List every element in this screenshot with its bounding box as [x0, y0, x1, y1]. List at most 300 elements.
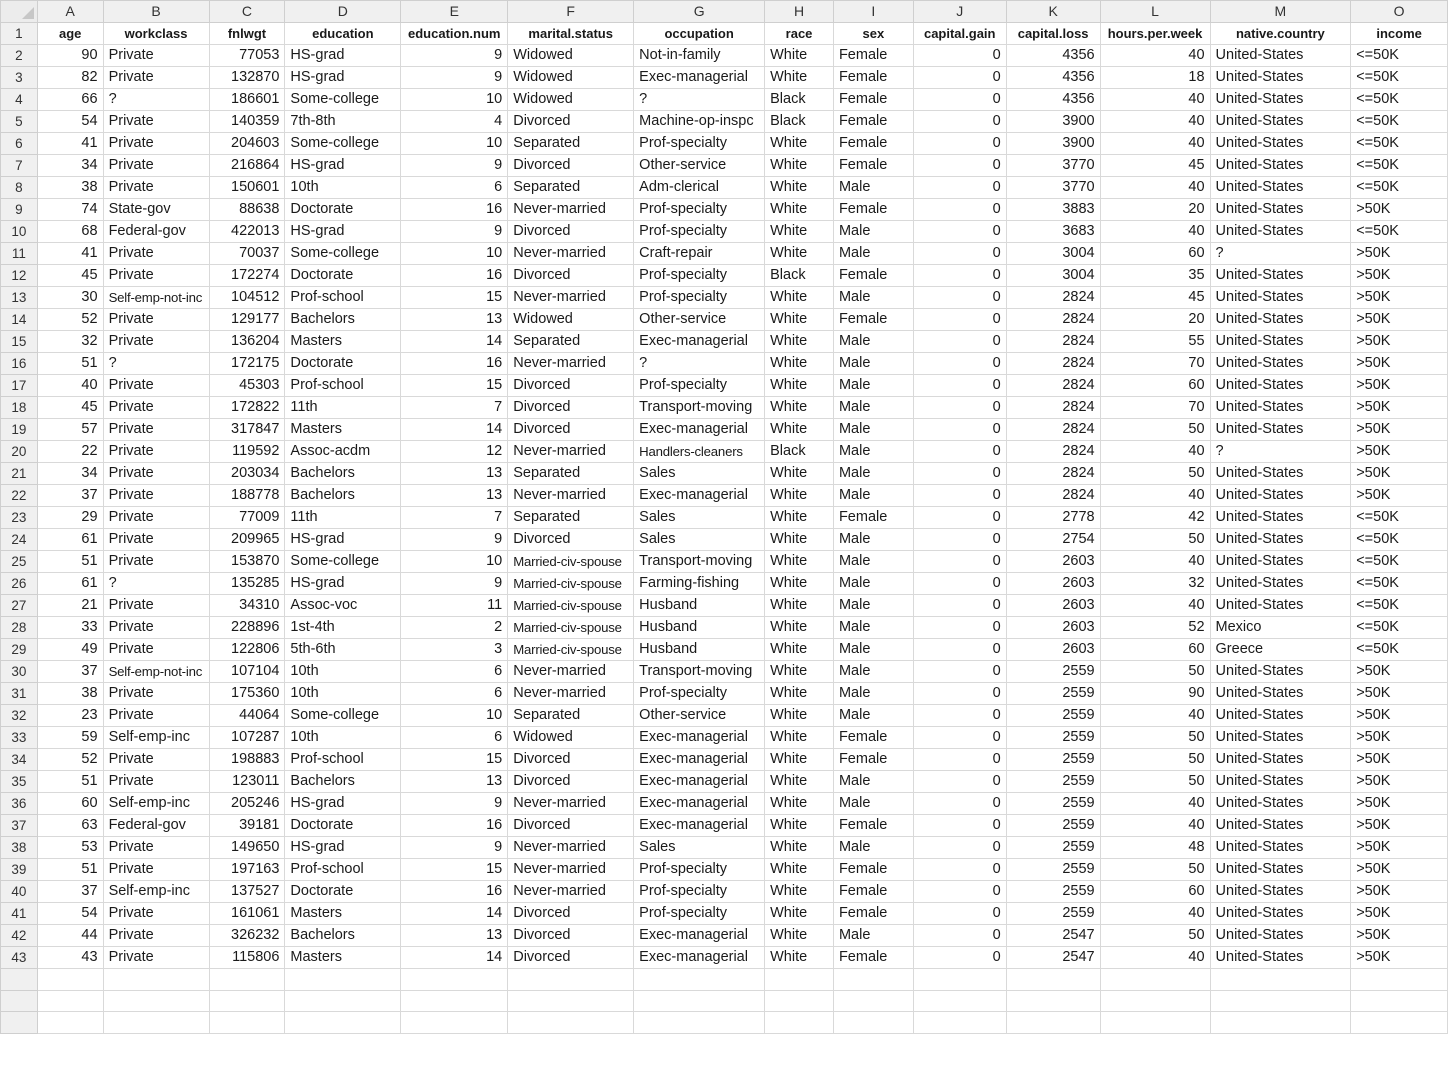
cell[interactable]: Husband: [634, 639, 765, 661]
cell[interactable]: 2824: [1006, 375, 1100, 397]
cell[interactable]: 3900: [1006, 111, 1100, 133]
cell[interactable]: 10: [401, 89, 508, 111]
cell[interactable]: 55: [1100, 331, 1210, 353]
cell[interactable]: Male: [833, 617, 913, 639]
empty-cell[interactable]: [1100, 969, 1210, 991]
row-header[interactable]: 7: [1, 155, 38, 177]
cell[interactable]: <=50K: [1351, 133, 1448, 155]
cell[interactable]: United-States: [1210, 265, 1351, 287]
column-header-m[interactable]: M: [1210, 1, 1351, 23]
cell[interactable]: 140359: [209, 111, 285, 133]
cell[interactable]: 326232: [209, 925, 285, 947]
row-header[interactable]: 28: [1, 617, 38, 639]
row-header[interactable]: 15: [1, 331, 38, 353]
cell[interactable]: 9: [401, 793, 508, 815]
cell[interactable]: >50K: [1351, 947, 1448, 969]
cell[interactable]: Prof-specialty: [634, 287, 765, 309]
cell[interactable]: Private: [103, 375, 209, 397]
cell[interactable]: Male: [833, 793, 913, 815]
cell[interactable]: Exec-managerial: [634, 793, 765, 815]
cell[interactable]: White: [765, 771, 834, 793]
cell[interactable]: 10th: [285, 683, 401, 705]
column-header-j[interactable]: J: [913, 1, 1006, 23]
cell[interactable]: 0: [913, 903, 1006, 925]
cell[interactable]: Sales: [634, 507, 765, 529]
cell[interactable]: >50K: [1351, 771, 1448, 793]
cell[interactable]: 15: [401, 749, 508, 771]
cell[interactable]: 10th: [285, 661, 401, 683]
empty-cell[interactable]: [1100, 1012, 1210, 1034]
cell[interactable]: 2559: [1006, 727, 1100, 749]
cell[interactable]: White: [765, 287, 834, 309]
row-header[interactable]: 14: [1, 309, 38, 331]
cell[interactable]: 41: [37, 133, 103, 155]
cell[interactable]: Private: [103, 947, 209, 969]
cell[interactable]: 3: [401, 639, 508, 661]
cell[interactable]: Private: [103, 45, 209, 67]
cell[interactable]: Private: [103, 903, 209, 925]
cell[interactable]: Bachelors: [285, 309, 401, 331]
cell[interactable]: 0: [913, 133, 1006, 155]
cell[interactable]: ?: [103, 89, 209, 111]
cell[interactable]: HS-grad: [285, 155, 401, 177]
empty-cell[interactable]: [401, 1012, 508, 1034]
cell[interactable]: 0: [913, 793, 1006, 815]
cell[interactable]: 12: [401, 441, 508, 463]
cell[interactable]: Bachelors: [285, 463, 401, 485]
cell[interactable]: 209965: [209, 529, 285, 551]
cell[interactable]: Some-college: [285, 705, 401, 727]
cell[interactable]: Female: [833, 265, 913, 287]
cell[interactable]: 61: [37, 573, 103, 595]
cell[interactable]: 51: [37, 771, 103, 793]
cell[interactable]: Private: [103, 67, 209, 89]
empty-cell[interactable]: [285, 969, 401, 991]
cell[interactable]: Prof-school: [285, 375, 401, 397]
cell[interactable]: Divorced: [508, 815, 634, 837]
cell[interactable]: 175360: [209, 683, 285, 705]
row-header[interactable]: 16: [1, 353, 38, 375]
header-cell-age[interactable]: age: [37, 23, 103, 45]
cell[interactable]: United-States: [1210, 287, 1351, 309]
cell[interactable]: 0: [913, 705, 1006, 727]
cell[interactable]: 149650: [209, 837, 285, 859]
cell[interactable]: Male: [833, 353, 913, 375]
cell[interactable]: HS-grad: [285, 793, 401, 815]
cell[interactable]: ?: [1210, 441, 1351, 463]
cell[interactable]: Never-married: [508, 859, 634, 881]
cell[interactable]: 50: [1100, 661, 1210, 683]
cell[interactable]: Male: [833, 441, 913, 463]
cell[interactable]: 51: [37, 551, 103, 573]
cell[interactable]: Doctorate: [285, 353, 401, 375]
cell[interactable]: 172274: [209, 265, 285, 287]
cell[interactable]: Mexico: [1210, 617, 1351, 639]
cell[interactable]: >50K: [1351, 419, 1448, 441]
cell[interactable]: 150601: [209, 177, 285, 199]
cell[interactable]: Female: [833, 309, 913, 331]
column-header-i[interactable]: I: [833, 1, 913, 23]
header-cell-hours-per-week[interactable]: hours.per.week: [1100, 23, 1210, 45]
cell[interactable]: 9: [401, 155, 508, 177]
cell[interactable]: Never-married: [508, 837, 634, 859]
cell[interactable]: Other-service: [634, 705, 765, 727]
row-header[interactable]: 38: [1, 837, 38, 859]
cell[interactable]: Exec-managerial: [634, 331, 765, 353]
cell[interactable]: Black: [765, 441, 834, 463]
row-header[interactable]: 26: [1, 573, 38, 595]
cell[interactable]: Black: [765, 111, 834, 133]
cell[interactable]: Widowed: [508, 45, 634, 67]
cell[interactable]: Other-service: [634, 155, 765, 177]
empty-cell[interactable]: [508, 969, 634, 991]
cell[interactable]: Male: [833, 529, 913, 551]
cell[interactable]: 29: [37, 507, 103, 529]
cell[interactable]: Never-married: [508, 881, 634, 903]
cell[interactable]: 82: [37, 67, 103, 89]
cell[interactable]: 2559: [1006, 749, 1100, 771]
cell[interactable]: 50: [1100, 529, 1210, 551]
cell[interactable]: United-States: [1210, 903, 1351, 925]
cell[interactable]: 51: [37, 353, 103, 375]
cell[interactable]: 16: [401, 881, 508, 903]
cell[interactable]: 119592: [209, 441, 285, 463]
empty-cell[interactable]: [401, 990, 508, 1012]
cell[interactable]: United-States: [1210, 947, 1351, 969]
empty-cell[interactable]: [634, 969, 765, 991]
empty-cell[interactable]: [1006, 969, 1100, 991]
cell[interactable]: 74: [37, 199, 103, 221]
cell[interactable]: 0: [913, 507, 1006, 529]
cell[interactable]: 13: [401, 925, 508, 947]
cell[interactable]: ?: [634, 353, 765, 375]
cell[interactable]: Male: [833, 221, 913, 243]
cell[interactable]: Bachelors: [285, 925, 401, 947]
column-header-e[interactable]: E: [401, 1, 508, 23]
cell[interactable]: Private: [103, 441, 209, 463]
empty-cell[interactable]: [285, 1012, 401, 1034]
cell[interactable]: Married-civ-spouse: [508, 639, 634, 661]
cell[interactable]: 10th: [285, 177, 401, 199]
cell[interactable]: 9: [401, 573, 508, 595]
cell[interactable]: 34: [37, 463, 103, 485]
cell[interactable]: 52: [37, 749, 103, 771]
cell[interactable]: Prof-specialty: [634, 199, 765, 221]
cell[interactable]: 52: [1100, 617, 1210, 639]
column-header-g[interactable]: G: [634, 1, 765, 23]
cell[interactable]: United-States: [1210, 463, 1351, 485]
cell[interactable]: Female: [833, 111, 913, 133]
cell[interactable]: 20: [1100, 309, 1210, 331]
cell[interactable]: United-States: [1210, 397, 1351, 419]
cell[interactable]: Bachelors: [285, 485, 401, 507]
cell[interactable]: 40: [1100, 815, 1210, 837]
cell[interactable]: 11th: [285, 507, 401, 529]
empty-cell[interactable]: [833, 1012, 913, 1034]
cell[interactable]: United-States: [1210, 309, 1351, 331]
cell[interactable]: 6: [401, 727, 508, 749]
column-header-c[interactable]: C: [209, 1, 285, 23]
cell[interactable]: Married-civ-spouse: [508, 551, 634, 573]
cell[interactable]: White: [765, 243, 834, 265]
cell[interactable]: 4356: [1006, 89, 1100, 111]
cell[interactable]: 0: [913, 881, 1006, 903]
row-header[interactable]: 43: [1, 947, 38, 969]
row-header[interactable]: 39: [1, 859, 38, 881]
cell[interactable]: United-States: [1210, 67, 1351, 89]
empty-cell[interactable]: [1351, 990, 1448, 1012]
cell[interactable]: Private: [103, 243, 209, 265]
cell[interactable]: 15: [401, 287, 508, 309]
cell[interactable]: Exec-managerial: [634, 727, 765, 749]
cell[interactable]: 0: [913, 771, 1006, 793]
cell[interactable]: 63: [37, 815, 103, 837]
cell[interactable]: 53: [37, 837, 103, 859]
cell[interactable]: Prof-school: [285, 287, 401, 309]
cell[interactable]: Male: [833, 397, 913, 419]
column-header-f[interactable]: F: [508, 1, 634, 23]
cell[interactable]: Private: [103, 485, 209, 507]
cell[interactable]: 40: [1100, 133, 1210, 155]
cell[interactable]: 107287: [209, 727, 285, 749]
cell[interactable]: 40: [1100, 903, 1210, 925]
cell[interactable]: 2559: [1006, 771, 1100, 793]
cell[interactable]: 188778: [209, 485, 285, 507]
cell[interactable]: >50K: [1351, 265, 1448, 287]
cell[interactable]: 40: [1100, 485, 1210, 507]
cell[interactable]: HS-grad: [285, 837, 401, 859]
cell[interactable]: United-States: [1210, 507, 1351, 529]
cell[interactable]: <=50K: [1351, 529, 1448, 551]
column-header-b[interactable]: B: [103, 1, 209, 23]
empty-cell[interactable]: [1006, 1012, 1100, 1034]
cell[interactable]: White: [765, 661, 834, 683]
empty-cell[interactable]: [913, 969, 1006, 991]
row-header[interactable]: 27: [1, 595, 38, 617]
header-cell-income[interactable]: income: [1351, 23, 1448, 45]
cell[interactable]: 13: [401, 771, 508, 793]
cell[interactable]: Female: [833, 903, 913, 925]
cell[interactable]: White: [765, 573, 834, 595]
cell[interactable]: United-States: [1210, 683, 1351, 705]
cell[interactable]: 30: [37, 287, 103, 309]
cell[interactable]: 42: [1100, 507, 1210, 529]
cell[interactable]: 0: [913, 353, 1006, 375]
cell[interactable]: Some-college: [285, 89, 401, 111]
cell[interactable]: 37: [37, 881, 103, 903]
cell[interactable]: Some-college: [285, 243, 401, 265]
cell[interactable]: White: [765, 155, 834, 177]
cell[interactable]: 0: [913, 463, 1006, 485]
cell[interactable]: 186601: [209, 89, 285, 111]
row-header[interactable]: 29: [1, 639, 38, 661]
cell[interactable]: 0: [913, 111, 1006, 133]
cell[interactable]: Divorced: [508, 749, 634, 771]
cell[interactable]: United-States: [1210, 815, 1351, 837]
cell[interactable]: Private: [103, 463, 209, 485]
cell[interactable]: United-States: [1210, 221, 1351, 243]
cell[interactable]: Exec-managerial: [634, 485, 765, 507]
cell[interactable]: 0: [913, 815, 1006, 837]
cell[interactable]: 0: [913, 419, 1006, 441]
empty-cell[interactable]: [103, 1012, 209, 1034]
cell[interactable]: 40: [1100, 111, 1210, 133]
cell[interactable]: 132870: [209, 67, 285, 89]
cell[interactable]: Never-married: [508, 199, 634, 221]
row-header[interactable]: 41: [1, 903, 38, 925]
cell[interactable]: 153870: [209, 551, 285, 573]
cell[interactable]: HS-grad: [285, 221, 401, 243]
cell[interactable]: 60: [1100, 639, 1210, 661]
cell[interactable]: Separated: [508, 177, 634, 199]
row-header[interactable]: 8: [1, 177, 38, 199]
cell[interactable]: 2559: [1006, 705, 1100, 727]
cell[interactable]: 0: [913, 925, 1006, 947]
row-header[interactable]: 30: [1, 661, 38, 683]
cell[interactable]: Self-emp-not-inc: [103, 661, 209, 683]
row-header[interactable]: 32: [1, 705, 38, 727]
cell[interactable]: Bachelors: [285, 771, 401, 793]
cell[interactable]: 52: [37, 309, 103, 331]
cell[interactable]: Separated: [508, 507, 634, 529]
empty-cell[interactable]: [1210, 1012, 1351, 1034]
cell[interactable]: White: [765, 859, 834, 881]
row-header[interactable]: 21: [1, 463, 38, 485]
cell[interactable]: <=50K: [1351, 551, 1448, 573]
cell[interactable]: 60: [37, 793, 103, 815]
cell[interactable]: 2824: [1006, 397, 1100, 419]
cell[interactable]: Separated: [508, 463, 634, 485]
cell[interactable]: United-States: [1210, 749, 1351, 771]
cell[interactable]: Male: [833, 177, 913, 199]
empty-cell[interactable]: [634, 990, 765, 1012]
cell[interactable]: Federal-gov: [103, 221, 209, 243]
cell[interactable]: United-States: [1210, 133, 1351, 155]
cell[interactable]: White: [765, 639, 834, 661]
cell[interactable]: Separated: [508, 331, 634, 353]
cell[interactable]: Divorced: [508, 925, 634, 947]
cell[interactable]: Prof-specialty: [634, 221, 765, 243]
cell[interactable]: 104512: [209, 287, 285, 309]
cell[interactable]: United-States: [1210, 331, 1351, 353]
select-all-corner[interactable]: [1, 1, 38, 23]
cell[interactable]: 0: [913, 859, 1006, 881]
cell[interactable]: Widowed: [508, 67, 634, 89]
cell[interactable]: 66: [37, 89, 103, 111]
row-header[interactable]: 10: [1, 221, 38, 243]
cell[interactable]: 45: [1100, 287, 1210, 309]
column-header-l[interactable]: L: [1100, 1, 1210, 23]
cell[interactable]: 2824: [1006, 331, 1100, 353]
cell[interactable]: United-States: [1210, 419, 1351, 441]
cell[interactable]: White: [765, 177, 834, 199]
cell[interactable]: Divorced: [508, 529, 634, 551]
cell[interactable]: >50K: [1351, 815, 1448, 837]
cell[interactable]: 3883: [1006, 199, 1100, 221]
cell[interactable]: Exec-managerial: [634, 749, 765, 771]
cell[interactable]: United-States: [1210, 375, 1351, 397]
cell[interactable]: 90: [1100, 683, 1210, 705]
cell[interactable]: 2559: [1006, 837, 1100, 859]
cell[interactable]: Male: [833, 243, 913, 265]
column-header-o[interactable]: O: [1351, 1, 1448, 23]
cell[interactable]: White: [765, 705, 834, 727]
cell[interactable]: United-States: [1210, 485, 1351, 507]
cell[interactable]: ?: [634, 89, 765, 111]
cell[interactable]: White: [765, 331, 834, 353]
row-header[interactable]: [1, 1012, 38, 1034]
cell[interactable]: 2824: [1006, 485, 1100, 507]
cell[interactable]: Female: [833, 133, 913, 155]
cell[interactable]: 50: [1100, 859, 1210, 881]
cell[interactable]: 172822: [209, 397, 285, 419]
cell[interactable]: 10: [401, 551, 508, 573]
cell[interactable]: 172175: [209, 353, 285, 375]
cell[interactable]: Prof-specialty: [634, 265, 765, 287]
cell[interactable]: United-States: [1210, 925, 1351, 947]
cell[interactable]: 32: [1100, 573, 1210, 595]
cell[interactable]: Private: [103, 617, 209, 639]
cell[interactable]: Prof-specialty: [634, 683, 765, 705]
cell[interactable]: 2559: [1006, 881, 1100, 903]
cell[interactable]: United-States: [1210, 353, 1351, 375]
cell[interactable]: 33: [37, 617, 103, 639]
cell[interactable]: Married-civ-spouse: [508, 595, 634, 617]
cell[interactable]: United-States: [1210, 573, 1351, 595]
cell[interactable]: Divorced: [508, 221, 634, 243]
cell[interactable]: HS-grad: [285, 67, 401, 89]
row-header[interactable]: 6: [1, 133, 38, 155]
cell[interactable]: <=50K: [1351, 177, 1448, 199]
cell[interactable]: 2547: [1006, 947, 1100, 969]
cell[interactable]: 50: [1100, 419, 1210, 441]
header-cell-workclass[interactable]: workclass: [103, 23, 209, 45]
cell[interactable]: Widowed: [508, 309, 634, 331]
cell[interactable]: Black: [765, 265, 834, 287]
row-header[interactable]: 35: [1, 771, 38, 793]
cell[interactable]: Female: [833, 89, 913, 111]
cell[interactable]: 11: [401, 595, 508, 617]
cell[interactable]: >50K: [1351, 749, 1448, 771]
cell[interactable]: 122806: [209, 639, 285, 661]
cell[interactable]: 2559: [1006, 815, 1100, 837]
cell[interactable]: 50: [1100, 771, 1210, 793]
cell[interactable]: White: [765, 881, 834, 903]
cell[interactable]: Doctorate: [285, 199, 401, 221]
cell[interactable]: Private: [103, 265, 209, 287]
cell[interactable]: 216864: [209, 155, 285, 177]
row-header[interactable]: 31: [1, 683, 38, 705]
cell[interactable]: 0: [913, 221, 1006, 243]
cell[interactable]: Prof-school: [285, 859, 401, 881]
cell[interactable]: Husband: [634, 595, 765, 617]
cell[interactable]: White: [765, 221, 834, 243]
cell[interactable]: Prof-school: [285, 749, 401, 771]
cell[interactable]: Some-college: [285, 551, 401, 573]
empty-cell[interactable]: [1351, 969, 1448, 991]
cell[interactable]: >50K: [1351, 441, 1448, 463]
header-cell-education[interactable]: education: [285, 23, 401, 45]
cell[interactable]: White: [765, 925, 834, 947]
cell[interactable]: 0: [913, 727, 1006, 749]
empty-cell[interactable]: [37, 990, 103, 1012]
cell[interactable]: ?: [103, 353, 209, 375]
cell[interactable]: Divorced: [508, 903, 634, 925]
cell[interactable]: United-States: [1210, 45, 1351, 67]
cell[interactable]: ?: [1210, 243, 1351, 265]
cell[interactable]: Masters: [285, 419, 401, 441]
row-header[interactable]: 33: [1, 727, 38, 749]
